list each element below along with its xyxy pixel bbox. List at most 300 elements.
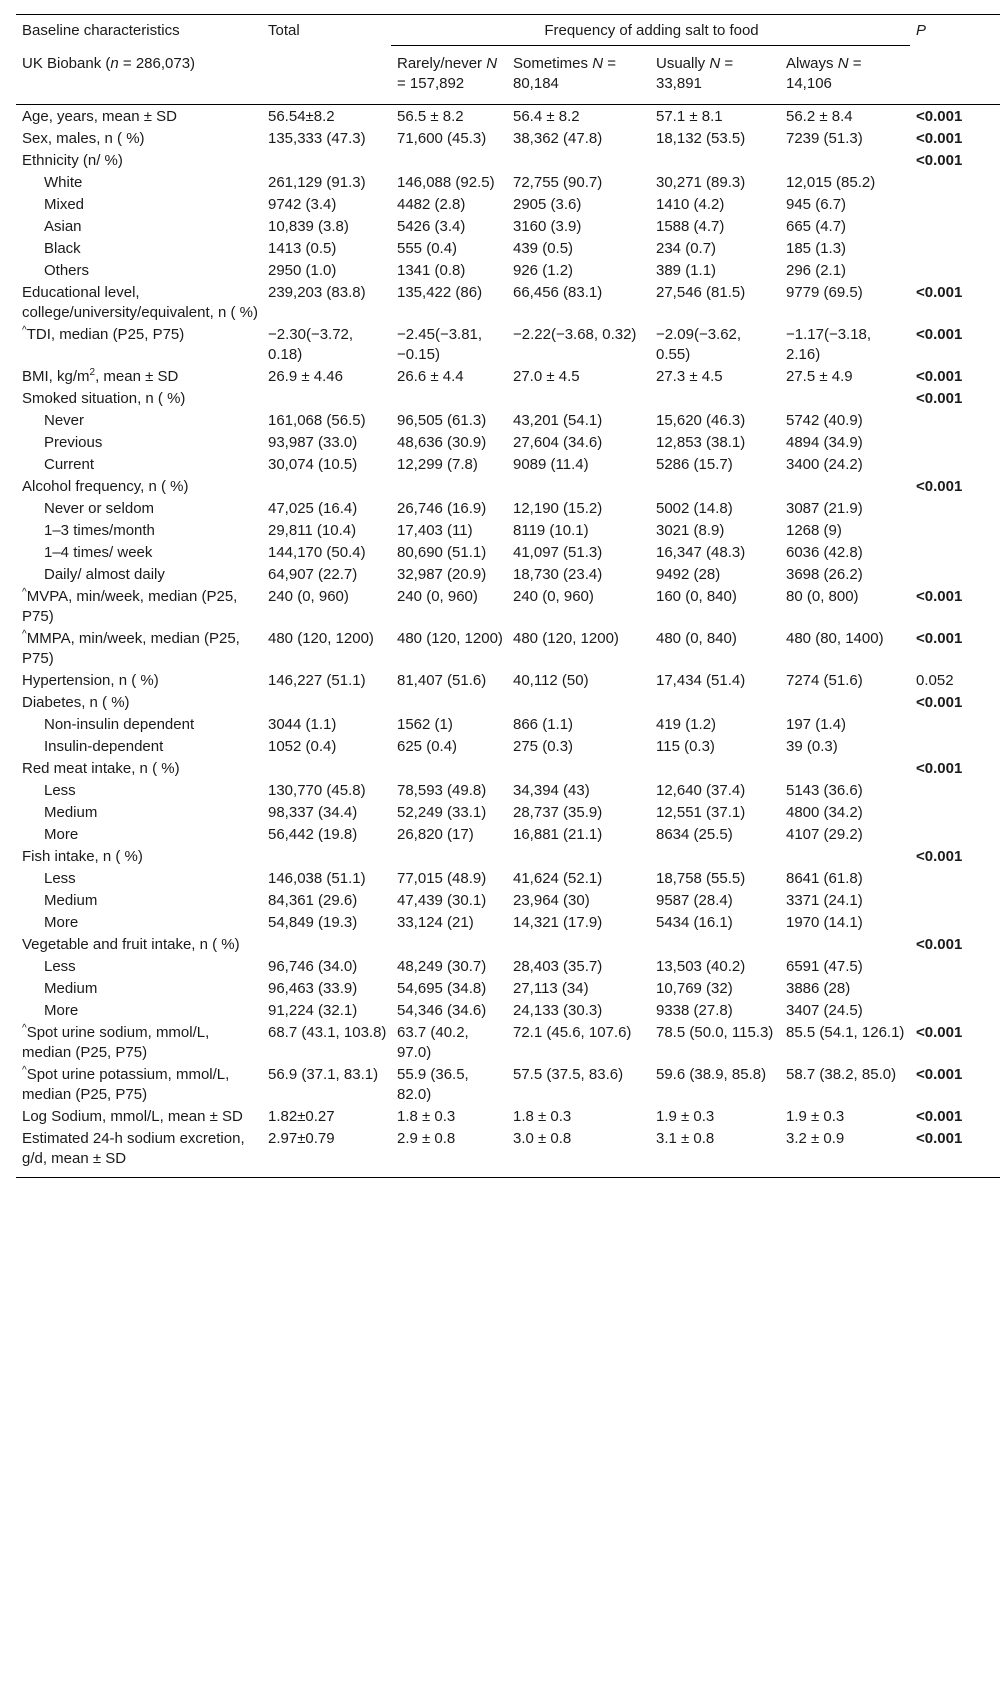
row-label: BMI, $kg/m^2$, mean ± SD bbox=[22, 367, 179, 385]
cell-rarely: 2.9 ± 0.8 bbox=[397, 1130, 456, 1147]
cell-usually: 234 (0.7) bbox=[656, 240, 717, 257]
row-label: Asian bbox=[44, 218, 82, 235]
cell-sometimes: 480 (120, 1200) bbox=[513, 630, 619, 647]
table-row bbox=[16, 935, 1000, 957]
cell-always: 5742 (40.9) bbox=[786, 412, 863, 429]
cell-sometimes: 41,624 (52.1) bbox=[513, 870, 603, 887]
cell-always bbox=[780, 151, 910, 173]
cell-always: 480 (80, 1400) bbox=[786, 630, 884, 647]
row-label: Medium bbox=[44, 892, 98, 909]
cell-usually: −2.09(−3.62, 0.55) bbox=[656, 326, 742, 363]
cell-rarely: 96,505 (61.3) bbox=[397, 412, 487, 429]
cell-always bbox=[780, 847, 910, 869]
table-row bbox=[16, 629, 1000, 671]
cell-rarely: 48,636 (30.9) bbox=[397, 434, 487, 451]
cell-sometimes: 18,730 (23.4) bbox=[513, 566, 603, 583]
cell-sometimes: 27.0 ± 4.5 bbox=[513, 368, 580, 385]
table-row bbox=[16, 715, 1000, 737]
cell-sometimes: 439 (0.5) bbox=[513, 240, 574, 257]
cell-always: 85.5 (54.1, 126.1) bbox=[786, 1024, 905, 1041]
table-row bbox=[16, 283, 1000, 325]
header-usually: Usually N = 33,891 bbox=[656, 55, 734, 92]
cell-sometimes: 66,456 (83.1) bbox=[513, 284, 603, 301]
cell-total: 240 (0, 960) bbox=[268, 588, 349, 605]
cell-always bbox=[780, 477, 910, 499]
cell-always: 3371 (24.1) bbox=[786, 892, 863, 909]
cell-p: <0.001 bbox=[916, 478, 963, 495]
cell-sometimes: 9089 (11.4) bbox=[513, 456, 589, 473]
cell-always: 7274 (51.6) bbox=[786, 672, 863, 689]
cell-usually: 9492 (28) bbox=[656, 566, 721, 583]
cell-usually: 12,640 (37.4) bbox=[656, 782, 746, 799]
row-label: ^Spot urine sodium, mmol/L, median (P25, P75) bbox=[22, 1023, 210, 1061]
table-row bbox=[16, 891, 1000, 913]
cell-rarely bbox=[391, 151, 507, 173]
cell-usually: 30,271 (89.3) bbox=[656, 174, 746, 191]
table-header bbox=[16, 15, 1000, 105]
cell-p: <0.001 bbox=[916, 1066, 963, 1083]
row-label: Alcohol frequency, n ( %) bbox=[22, 478, 189, 495]
header-baseline: Baseline characteristics bbox=[22, 22, 180, 39]
row-label: Never bbox=[44, 412, 85, 429]
row-label: Medium bbox=[44, 980, 98, 997]
cell-total: 146,227 (51.1) bbox=[268, 672, 366, 689]
cell-rarely bbox=[391, 935, 507, 957]
cell-total: 2950 (1.0) bbox=[268, 262, 337, 279]
cell-sometimes bbox=[507, 151, 650, 173]
cell-sometimes: 23,964 (30) bbox=[513, 892, 590, 909]
cell-always: 39 (0.3) bbox=[786, 738, 838, 755]
row-label: Black bbox=[44, 240, 81, 257]
cell-p bbox=[910, 173, 1000, 195]
cell-usually: 3021 (8.9) bbox=[656, 522, 725, 539]
table-row bbox=[16, 869, 1000, 891]
table-row bbox=[16, 173, 1000, 195]
cell-p bbox=[910, 521, 1000, 543]
row-label: ^MVPA, min/week, median (P25, P75) bbox=[22, 587, 238, 625]
cell-p: <0.001 bbox=[916, 284, 963, 301]
cell-always: 9779 (69.5) bbox=[786, 284, 863, 301]
row-label: ^MMPA, min/week, median (P25, P75) bbox=[22, 629, 240, 667]
cell-p: <0.001 bbox=[916, 390, 963, 407]
cell-rarely: 26,746 (16.9) bbox=[397, 500, 487, 517]
cell-total bbox=[262, 847, 391, 869]
cell-usually: 15,620 (46.3) bbox=[656, 412, 746, 429]
cell-always: 3886 (28) bbox=[786, 980, 851, 997]
row-label: ^Spot urine potassium, mmol/L, median (P25, P75) bbox=[22, 1065, 230, 1103]
cell-rarely: 33,124 (21) bbox=[397, 914, 474, 931]
header-p-value: P bbox=[916, 22, 927, 39]
cell-always: 665 (4.7) bbox=[786, 218, 847, 235]
cell-usually: 18,758 (55.5) bbox=[656, 870, 746, 887]
row-label: Current bbox=[44, 456, 95, 473]
table-row bbox=[16, 957, 1000, 979]
header-cohort: UK Biobank (n = 286,073) bbox=[22, 54, 196, 72]
cell-p: <0.001 bbox=[916, 936, 963, 953]
row-label: Red meat intake, n ( %) bbox=[22, 760, 180, 777]
cell-p: <0.001 bbox=[916, 1130, 963, 1147]
row-label: Mixed bbox=[44, 196, 85, 213]
cell-rarely: 81,407 (51.6) bbox=[397, 672, 487, 689]
cell-total: 56,442 (19.8) bbox=[268, 826, 358, 843]
cell-rarely: 54,346 (34.6) bbox=[397, 1002, 487, 1019]
cell-sometimes: 27,604 (34.6) bbox=[513, 434, 603, 451]
row-label: Vegetable and fruit intake, n ( %) bbox=[22, 936, 240, 953]
cell-sometimes: 72,755 (90.7) bbox=[513, 174, 603, 191]
cell-rarely: 54,695 (34.8) bbox=[397, 980, 487, 997]
cell-sometimes: 34,394 (43) bbox=[513, 782, 590, 799]
cell-rarely: 80,690 (51.1) bbox=[397, 544, 487, 561]
cell-rarely: 63.7 (40.2, 97.0) bbox=[397, 1024, 469, 1061]
row-label: Diabetes, n ( %) bbox=[22, 694, 130, 711]
cell-always: 4800 (34.2) bbox=[786, 804, 863, 821]
table-row bbox=[16, 1001, 1000, 1023]
cell-usually: 419 (1.2) bbox=[656, 716, 717, 733]
cell-p: <0.001 bbox=[916, 152, 963, 169]
cell-total bbox=[262, 935, 391, 957]
cell-p: <0.001 bbox=[916, 130, 963, 147]
cell-always bbox=[780, 935, 910, 957]
cell-always: 4894 (34.9) bbox=[786, 434, 863, 451]
cell-p bbox=[910, 239, 1000, 261]
cell-total: 146,038 (51.1) bbox=[268, 870, 366, 887]
cell-always: −1.17(−3.18, 2.16) bbox=[786, 326, 872, 363]
cell-total bbox=[262, 477, 391, 499]
cell-usually: 12,551 (37.1) bbox=[656, 804, 746, 821]
cell-sometimes: 3.0 ± 0.8 bbox=[513, 1130, 572, 1147]
cell-rarely: 1562 (1) bbox=[397, 716, 453, 733]
cell-usually bbox=[650, 693, 780, 715]
cell-total bbox=[262, 389, 391, 411]
cell-sometimes: 56.4 ± 8.2 bbox=[513, 108, 580, 125]
cell-rarely bbox=[391, 389, 507, 411]
cell-always: 7239 (51.3) bbox=[786, 130, 863, 147]
table-row bbox=[16, 693, 1000, 715]
cell-rarely: 26.6 ± 4.4 bbox=[397, 368, 464, 385]
cell-p: <0.001 bbox=[916, 1108, 963, 1125]
cell-rarely: 625 (0.4) bbox=[397, 738, 458, 755]
cell-sometimes: −2.22(−3.68, 0.32) bbox=[513, 326, 637, 343]
cell-total: 26.9 ± 4.46 bbox=[268, 368, 343, 385]
cell-p bbox=[910, 825, 1000, 847]
cell-p bbox=[910, 1001, 1000, 1023]
table-row bbox=[16, 389, 1000, 411]
cell-always: 945 (6.7) bbox=[786, 196, 847, 213]
cell-p bbox=[910, 869, 1000, 891]
cell-always: 197 (1.4) bbox=[786, 716, 847, 733]
cell-usually: 5002 (14.8) bbox=[656, 500, 733, 517]
cell-usually: 160 (0, 840) bbox=[656, 588, 737, 605]
cell-p bbox=[910, 957, 1000, 979]
cell-rarely bbox=[391, 693, 507, 715]
table-row bbox=[16, 325, 1000, 367]
table-row bbox=[16, 217, 1000, 239]
cell-sometimes: 275 (0.3) bbox=[513, 738, 574, 755]
table-body bbox=[16, 105, 1000, 1178]
cell-rarely: 78,593 (49.8) bbox=[397, 782, 487, 799]
row-label: Ethnicity (n/ %) bbox=[22, 152, 123, 169]
cell-usually bbox=[650, 847, 780, 869]
cell-usually: 13,503 (40.2) bbox=[656, 958, 746, 975]
row-label: Log Sodium, mmol/L, mean ± SD bbox=[22, 1108, 243, 1125]
cell-always: 3698 (26.2) bbox=[786, 566, 863, 583]
cell-usually: 16,347 (48.3) bbox=[656, 544, 746, 561]
table-row bbox=[16, 129, 1000, 151]
cell-sometimes: 12,190 (15.2) bbox=[513, 500, 603, 517]
header-rarely-never: Rarely/never N = 157,892 bbox=[397, 55, 498, 92]
cell-sometimes: 40,112 (50) bbox=[513, 672, 589, 689]
cell-always bbox=[780, 693, 910, 715]
cell-always: 1268 (9) bbox=[786, 522, 842, 539]
row-label: 1–4 times/ week bbox=[44, 544, 153, 561]
cell-sometimes: 24,133 (30.3) bbox=[513, 1002, 603, 1019]
cell-total: 47,025 (16.4) bbox=[268, 500, 358, 517]
cell-p: <0.001 bbox=[916, 588, 963, 605]
row-label: Age, years, mean ± SD bbox=[22, 108, 177, 125]
cell-rarely: 52,249 (33.1) bbox=[397, 804, 487, 821]
cell-sometimes: 14,321 (17.9) bbox=[513, 914, 603, 931]
cell-rarely bbox=[391, 759, 507, 781]
cell-p: <0.001 bbox=[916, 760, 963, 777]
row-label: Less bbox=[44, 870, 76, 887]
table-row bbox=[16, 411, 1000, 433]
cell-total: 98,337 (34.4) bbox=[268, 804, 358, 821]
cell-usually: 57.1 ± 8.1 bbox=[656, 108, 723, 125]
cell-usually: 18,132 (53.5) bbox=[656, 130, 746, 147]
cell-total: 93,987 (33.0) bbox=[268, 434, 358, 451]
cell-p bbox=[910, 433, 1000, 455]
table-row bbox=[16, 671, 1000, 693]
cell-total: 3044 (1.1) bbox=[268, 716, 337, 733]
cell-p bbox=[910, 261, 1000, 283]
table-row bbox=[16, 825, 1000, 847]
cell-always: 185 (1.3) bbox=[786, 240, 847, 257]
cell-total: 29,811 (10.4) bbox=[268, 522, 357, 539]
cell-always: 1.9 ± 0.3 bbox=[786, 1108, 845, 1125]
cell-sometimes: 43,201 (54.1) bbox=[513, 412, 603, 429]
cell-always: 8641 (61.8) bbox=[786, 870, 863, 887]
cell-rarely: 4482 (2.8) bbox=[397, 196, 466, 213]
cell-usually: 17,434 (51.4) bbox=[656, 672, 746, 689]
cell-p: <0.001 bbox=[916, 694, 963, 711]
cell-total: 68.7 (43.1, 103.8) bbox=[268, 1024, 387, 1041]
table-row bbox=[16, 1065, 1000, 1107]
cell-usually: 78.5 (50.0, 115.3) bbox=[656, 1024, 774, 1041]
table-row bbox=[16, 979, 1000, 1001]
cell-usually: 12,853 (38.1) bbox=[656, 434, 746, 451]
cell-p bbox=[910, 195, 1000, 217]
cell-p bbox=[910, 715, 1000, 737]
header-salt-frequency-group: Frequency of adding salt to food bbox=[391, 15, 910, 46]
cell-sometimes bbox=[507, 759, 650, 781]
cell-usually: 9587 (28.4) bbox=[656, 892, 733, 909]
cell-sometimes: 1.8 ± 0.3 bbox=[513, 1108, 572, 1125]
cell-p bbox=[910, 781, 1000, 803]
cell-total: 130,770 (45.8) bbox=[268, 782, 366, 799]
row-label: Insulin-dependent bbox=[44, 738, 164, 755]
header-always: Always N = 14,106 bbox=[786, 55, 862, 92]
table-row bbox=[16, 847, 1000, 869]
table-row bbox=[16, 195, 1000, 217]
cell-usually: 1410 (4.2) bbox=[656, 196, 725, 213]
row-label: Less bbox=[44, 782, 76, 799]
cell-p bbox=[910, 411, 1000, 433]
cell-usually: 1.9 ± 0.3 bbox=[656, 1108, 715, 1125]
table-row bbox=[16, 367, 1000, 389]
cell-rarely: 55.9 (36.5, 82.0) bbox=[397, 1066, 469, 1103]
cell-total: 10,839 (3.8) bbox=[268, 218, 349, 235]
cell-always: 5143 (36.6) bbox=[786, 782, 863, 799]
table-row bbox=[16, 737, 1000, 759]
cell-usually: 389 (1.1) bbox=[656, 262, 717, 279]
cell-sometimes: 28,737 (35.9) bbox=[513, 804, 603, 821]
table-row bbox=[16, 521, 1000, 543]
row-label: Non-insulin dependent bbox=[44, 716, 195, 733]
cell-always bbox=[780, 389, 910, 411]
cell-sometimes bbox=[507, 477, 650, 499]
cell-p: <0.001 bbox=[916, 848, 963, 865]
cell-sometimes bbox=[507, 847, 650, 869]
cell-rarely: 17,403 (11) bbox=[397, 522, 473, 539]
cell-sometimes bbox=[507, 693, 650, 715]
cell-usually: 8634 (25.5) bbox=[656, 826, 733, 843]
cell-p: <0.001 bbox=[916, 108, 963, 125]
table-row bbox=[16, 105, 1000, 130]
cell-total: 30,074 (10.5) bbox=[268, 456, 358, 473]
cell-total: 56.9 (37.1, 83.1) bbox=[268, 1066, 379, 1083]
cell-rarely: 48,249 (30.7) bbox=[397, 958, 487, 975]
cell-p: <0.001 bbox=[916, 326, 963, 343]
cell-usually bbox=[650, 389, 780, 411]
cell-rarely: 480 (120, 1200) bbox=[397, 630, 503, 647]
row-label: Fish intake, n ( %) bbox=[22, 848, 143, 865]
cell-usually: 3.1 ± 0.8 bbox=[656, 1130, 715, 1147]
cell-always: 27.5 ± 4.9 bbox=[786, 368, 853, 385]
cell-rarely: 135,422 (86) bbox=[397, 284, 483, 301]
cell-total: 54,849 (19.3) bbox=[268, 914, 358, 931]
cell-total: −2.30(−3.72, 0.18) bbox=[268, 326, 354, 363]
cell-total bbox=[262, 151, 391, 173]
cell-sometimes: 3160 (3.9) bbox=[513, 218, 582, 235]
cell-usually: 27.3 ± 4.5 bbox=[656, 368, 723, 385]
cell-p bbox=[910, 455, 1000, 477]
row-label: Previous bbox=[44, 434, 103, 451]
cell-total: 144,170 (50.4) bbox=[268, 544, 366, 561]
cell-usually: 480 (0, 840) bbox=[656, 630, 737, 647]
row-label: 1–3 times/month bbox=[44, 522, 155, 539]
cell-p: <0.001 bbox=[916, 368, 963, 385]
cell-rarely: 47,439 (30.1) bbox=[397, 892, 487, 909]
cell-always: 80 (0, 800) bbox=[786, 588, 859, 605]
cell-rarely bbox=[391, 847, 507, 869]
cell-sometimes: 38,362 (47.8) bbox=[513, 130, 603, 147]
row-label: Others bbox=[44, 262, 90, 279]
cell-always: 3407 (24.5) bbox=[786, 1002, 863, 1019]
cell-p bbox=[910, 737, 1000, 759]
cell-rarely: 555 (0.4) bbox=[397, 240, 458, 257]
cell-rarely: 12,299 (7.8) bbox=[397, 456, 478, 473]
cell-sometimes: 866 (1.1) bbox=[513, 716, 574, 733]
cell-rarely: 1341 (0.8) bbox=[397, 262, 466, 279]
cell-usually: 1588 (4.7) bbox=[656, 218, 725, 235]
cell-sometimes: 28,403 (35.7) bbox=[513, 958, 603, 975]
cell-always: 3400 (24.2) bbox=[786, 456, 863, 473]
cell-total: 84,361 (29.6) bbox=[268, 892, 358, 909]
cell-sometimes bbox=[507, 935, 650, 957]
cell-p bbox=[910, 543, 1000, 565]
cell-usually: 5286 (15.7) bbox=[656, 456, 733, 473]
table-row bbox=[16, 455, 1000, 477]
header-p-blank bbox=[910, 46, 1000, 105]
cell-total bbox=[262, 759, 391, 781]
cell-total bbox=[262, 693, 391, 715]
cell-total: 64,907 (22.7) bbox=[268, 566, 358, 583]
row-label: More bbox=[44, 1002, 79, 1019]
header-sometimes: Sometimes N = 80,184 bbox=[513, 55, 616, 92]
table-row bbox=[16, 1023, 1000, 1065]
cell-usually bbox=[650, 759, 780, 781]
cell-p: <0.001 bbox=[916, 1024, 963, 1041]
cell-total: 56.54±8.2 bbox=[268, 108, 335, 125]
row-label: Daily/ almost daily bbox=[44, 566, 165, 583]
cell-always: 56.2 ± 8.4 bbox=[786, 108, 853, 125]
cell-rarely: 26,820 (17) bbox=[397, 826, 474, 843]
cell-always: 12,015 (85.2) bbox=[786, 174, 876, 191]
cell-rarely: 240 (0, 960) bbox=[397, 588, 478, 605]
cell-always: 4107 (29.2) bbox=[786, 826, 863, 843]
cell-sometimes: 16,881 (21.1) bbox=[513, 826, 603, 843]
cell-total: 1413 (0.5) bbox=[268, 240, 337, 257]
table-row bbox=[16, 433, 1000, 455]
cell-total: 1052 (0.4) bbox=[268, 738, 337, 755]
cell-total: 480 (120, 1200) bbox=[268, 630, 374, 647]
cell-always: 58.7 (38.2, 85.0) bbox=[786, 1066, 897, 1083]
row-label: Estimated 24-h sodium excretion, g/d, mean ± SD bbox=[22, 1130, 245, 1167]
cell-sometimes: 27,113 (34) bbox=[513, 980, 589, 997]
table-row bbox=[16, 477, 1000, 499]
cell-p: 0.052 bbox=[916, 672, 954, 689]
table-row bbox=[16, 781, 1000, 803]
cell-sometimes: 72.1 (45.6, 107.6) bbox=[513, 1024, 632, 1041]
cell-p bbox=[910, 565, 1000, 587]
row-label: Educational level, college/university/equivalent, n ( %) bbox=[22, 284, 258, 321]
cell-total: 1.82±0.27 bbox=[268, 1108, 335, 1125]
cell-total: 2.97±0.79 bbox=[268, 1130, 335, 1147]
cell-total: 239,203 (83.8) bbox=[268, 284, 366, 301]
cell-usually bbox=[650, 935, 780, 957]
table-row bbox=[16, 1107, 1000, 1129]
cell-sometimes: 2905 (3.6) bbox=[513, 196, 582, 213]
row-label: Smoked situation, n ( %) bbox=[22, 390, 186, 407]
cell-total: 9742 (3.4) bbox=[268, 196, 337, 213]
row-label: Never or seldom bbox=[44, 500, 155, 517]
cell-sometimes: 57.5 (37.5, 83.6) bbox=[513, 1066, 624, 1083]
cell-sometimes: 41,097 (51.3) bbox=[513, 544, 603, 561]
cell-rarely: 5426 (3.4) bbox=[397, 218, 466, 235]
row-label: Sex, males, n ( %) bbox=[22, 130, 145, 147]
row-label: ^TDI, median (P25, P75) bbox=[22, 325, 185, 343]
table-row bbox=[16, 239, 1000, 261]
table-row bbox=[16, 803, 1000, 825]
cell-p bbox=[910, 217, 1000, 239]
cell-rarely: 146,088 (92.5) bbox=[397, 174, 495, 191]
row-label: More bbox=[44, 826, 79, 843]
cell-p bbox=[910, 803, 1000, 825]
row-label: Medium bbox=[44, 804, 98, 821]
cell-sometimes: 8119 (10.1) bbox=[513, 522, 589, 539]
cell-total: 135,333 (47.3) bbox=[268, 130, 366, 147]
cell-rarely: 56.5 ± 8.2 bbox=[397, 108, 464, 125]
